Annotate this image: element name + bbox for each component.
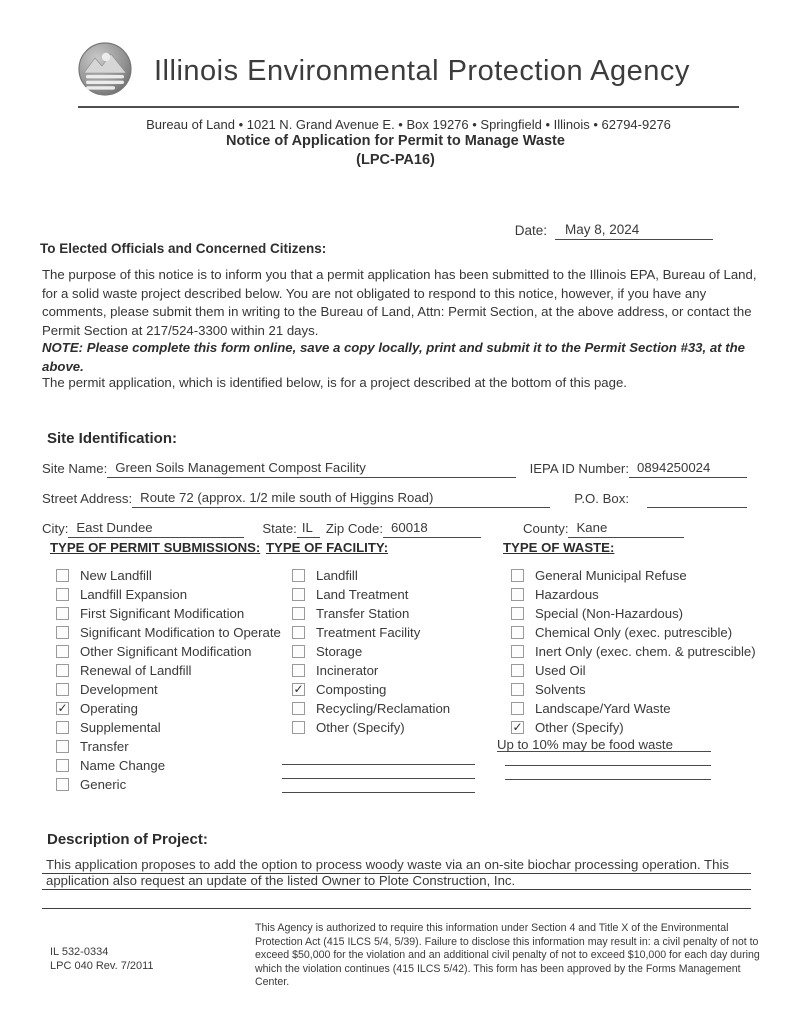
row-first-significant-modification [50, 604, 266, 623]
po-box-field[interactable] [647, 505, 747, 508]
row-name-change [50, 756, 266, 775]
waste-type-column [497, 540, 756, 794]
row-inert-only [503, 642, 756, 661]
date-label: Date: [514, 223, 547, 238]
city-field[interactable]: East Dundee [68, 520, 244, 538]
checkbox-label: Name Change [80, 758, 166, 773]
agency-name: Illinois Environmental Protection Agency [154, 55, 690, 87]
facility-specify-line[interactable] [282, 765, 475, 779]
date-row [515, 222, 713, 240]
checkbox-label: Treatment Facility [316, 625, 421, 640]
facility-specify-line[interactable] [282, 779, 475, 793]
description-field [42, 858, 751, 909]
waste-specify-line[interactable]: Up to 10% may be food waste [497, 738, 711, 752]
waste-type-title: TYPE OF WASTE: [503, 540, 615, 555]
checkbox-special-non-hazardous[interactable] [511, 607, 524, 620]
site-name-field[interactable]: Green Soils Management Compost Facility [107, 460, 515, 478]
state-field[interactable]: IL [297, 520, 320, 538]
checkbox-label: General Municipal Refuse [535, 568, 687, 583]
permit-submissions-column [50, 540, 281, 794]
row-new-landfill [50, 566, 266, 585]
site-identification-fields [42, 460, 747, 550]
checkbox-facility-landfill[interactable] [292, 569, 305, 582]
row-transfer [50, 737, 266, 756]
checkbox-label: Other Significant Modification [80, 644, 252, 659]
city-label: City: [42, 521, 69, 536]
description-line[interactable]: application also request an update of the listed Owner to Plote Construction, Inc. [42, 874, 751, 890]
checkbox-transfer-station[interactable] [292, 607, 305, 620]
header [78, 42, 739, 132]
site-name-label: Site Name: [42, 461, 108, 476]
checkbox-hazardous[interactable] [511, 588, 524, 601]
row-chemical-only [503, 623, 756, 642]
row-landscape-yard-waste [503, 699, 756, 718]
checkbox-renewal-of-landfill[interactable] [56, 664, 69, 677]
permit-submissions-title: TYPE OF PERMIT SUBMISSIONS: [50, 540, 261, 555]
form-number: IL 532-0334 [50, 946, 109, 958]
checkbox-label: Transfer Station [316, 606, 410, 621]
salutation: To Elected Officials and Concerned Citizens: [40, 241, 327, 256]
checkbox-supplemental[interactable] [56, 721, 69, 734]
checkbox-storage[interactable] [292, 645, 305, 658]
checkbox-chemical-only[interactable] [511, 626, 524, 639]
row-operating [50, 699, 266, 718]
row-transfer-station [266, 604, 503, 623]
street-address-label: Street Address: [42, 491, 133, 506]
row-facility-other-specify [266, 718, 503, 737]
iepa-seal-icon [78, 42, 132, 101]
checkbox-development[interactable] [56, 683, 69, 696]
checkbox-significant-modification-to-operate[interactable] [56, 626, 69, 639]
checkbox-treatment-facility[interactable] [292, 626, 305, 639]
checkbox-solvents[interactable] [511, 683, 524, 696]
checkbox-first-significant-modification[interactable] [56, 607, 69, 620]
checkbox-composting[interactable]: ✓ [293, 682, 304, 696]
row-generic [50, 775, 266, 794]
checkbox-general-municipal-refuse[interactable] [511, 569, 524, 582]
form-title [0, 132, 791, 170]
checkbox-label: Other (Specify) [535, 720, 624, 735]
checkbox-label: Inert Only (exec. chem. & putrescible) [535, 644, 756, 659]
iepa-id-label: IEPA ID Number: [529, 461, 629, 476]
checkbox-label: Special (Non-Hazardous) [535, 606, 684, 621]
row-solvents [503, 680, 756, 699]
street-address-field[interactable]: Route 72 (approx. 1/2 mile south of Higgins Road) [132, 490, 550, 508]
row-renewal-of-landfill [50, 661, 266, 680]
checkbox-label: Storage [316, 644, 363, 659]
checkbox-name-change[interactable] [56, 759, 69, 772]
checkbox-label: First Significant Modification [80, 606, 245, 621]
row-composting [266, 680, 503, 699]
checkbox-label: Hazardous [535, 587, 599, 602]
iepa-id-field[interactable]: 0894250024 [629, 460, 747, 478]
checkbox-facility-other-specify[interactable] [292, 721, 305, 734]
checkbox-label: Landfill [316, 568, 358, 583]
checkbox-label: Composting [316, 682, 387, 697]
footer [50, 922, 763, 990]
checkbox-used-oil[interactable] [511, 664, 524, 677]
zip-code-label: Zip Code: [325, 521, 384, 536]
facility-type-title: TYPE OF FACILITY: [266, 540, 389, 555]
facility-type-column [266, 540, 503, 794]
row-other-significant-modification [50, 642, 266, 661]
checkbox-label: Recycling/Reclamation [316, 701, 451, 716]
checkbox-new-landfill[interactable] [56, 569, 69, 582]
form-revision: LPC 040 Rev. 7/2011 [50, 960, 154, 972]
checkbox-incinerator[interactable] [292, 664, 305, 677]
checkbox-waste-other-specify[interactable]: ✓ [512, 720, 523, 734]
checkbox-operating[interactable]: ✓ [57, 701, 68, 715]
row-treatment-facility [266, 623, 503, 642]
row-landfill [266, 566, 503, 585]
checkbox-label: New Landfill [80, 568, 152, 583]
row-special-non-hazardous [503, 604, 756, 623]
checkbox-recycling-reclamation[interactable] [292, 702, 305, 715]
checkbox-label: Renewal of Landfill [80, 663, 192, 678]
state-label: State: [262, 521, 297, 536]
row-waste-other-specify [503, 718, 756, 737]
form-number-block [50, 922, 255, 990]
waste-specify-line[interactable] [505, 766, 711, 780]
checkbox-landfill-expansion[interactable] [56, 588, 69, 601]
checkbox-label: Chemical Only (exec. putrescible) [535, 625, 733, 640]
identified-paragraph: The permit application, which is identified below, is for a project described at the bottom of this page. [42, 375, 627, 390]
checkbox-label: Land Treatment [316, 587, 409, 602]
checkbox-transfer[interactable] [56, 740, 69, 753]
row-landfill-expansion [50, 585, 266, 604]
agency-address: Bureau of Land • 1021 N. Grand Avenue E. • Box 19276 • Springfield • Illinois • 62794-9276 [146, 117, 671, 132]
row-significant-modification-to-operate [50, 623, 281, 642]
checkbox-land-treatment[interactable] [292, 588, 305, 601]
row-general-municipal-refuse [503, 566, 756, 585]
checkbox-label: Solvents [535, 682, 586, 697]
county-label: County: [523, 521, 569, 536]
site-identification-title: Site Identification: [47, 430, 178, 447]
note-paragraph: NOTE: Please complete this form online, save a copy locally, print and submit it to the Permit Section #33, at the above. [42, 340, 746, 374]
row-incinerator [266, 661, 503, 680]
checkbox-label: Development [80, 682, 158, 697]
header-rule [78, 106, 739, 108]
description-line[interactable] [42, 890, 751, 909]
date-field[interactable]: May 8, 2024 [555, 222, 713, 240]
row-recycling-reclamation [266, 699, 503, 718]
checkbox-other-significant-modification[interactable] [56, 645, 69, 658]
checkbox-label: Landfill Expansion [80, 587, 188, 602]
row-hazardous [503, 585, 756, 604]
waste-specify-line[interactable] [505, 752, 711, 766]
purpose-paragraph: The purpose of this notice is to inform you that a permit application has been submitted to the Illinois EPA, Bureau of Land, for a solid waste project described below. You are not obligated to respond to this notice, however, if you have any comments, please submit them in writing to the Bureau of Land, Attn: Permit Section, at the above address, or contact the Permit Section at 217/524-3300 within 21 days. [42, 267, 757, 338]
checkbox-label: Generic [80, 777, 127, 792]
checkbox-label: Other (Specify) [316, 720, 405, 735]
checkbox-label: Operating [80, 701, 138, 716]
form-code: (LPC-PA16) [356, 152, 435, 168]
description-title: Description of Project: [47, 831, 208, 848]
row-land-treatment [266, 585, 503, 604]
checkbox-label: Used Oil [535, 663, 586, 678]
checkbox-generic[interactable] [56, 778, 69, 791]
description-line[interactable]: This application proposes to add the option to process woody waste via an on-site biochar processing operation. This [42, 858, 751, 874]
facility-specify-line[interactable] [282, 751, 475, 765]
checkbox-label: Incinerator [316, 663, 379, 678]
row-storage [266, 642, 503, 661]
row-supplemental [50, 718, 266, 737]
checkbox-label: Transfer [80, 739, 129, 754]
checkbox-inert-only[interactable] [511, 645, 524, 658]
po-box-label: P.O. Box: [574, 491, 629, 506]
checkbox-landscape-yard-waste[interactable] [511, 702, 524, 715]
checkbox-section [50, 540, 755, 794]
row-development [50, 680, 266, 699]
checkbox-label: Landscape/Yard Waste [535, 701, 671, 716]
zip-code-field[interactable]: 60018 [383, 520, 481, 538]
form-title-line: Notice of Application for Permit to Manage Waste [226, 133, 565, 149]
legal-text: This Agency is authorized to require this information under Section 4 and Title X of the Environmental Protection Act (415 ILCS 5/4, 5/39). Failure to disclose this information may result in: a civil penalty of not to exceed $50,000 for the violation and an additional civil penalty of not to exceed $10,000 for each day during which the violation continues (415 ILCS 5/42). This form has been approved by the Forms Management Center. [255, 922, 760, 989]
county-field[interactable]: Kane [568, 520, 684, 538]
row-used-oil [503, 661, 756, 680]
checkbox-label: Significant Modification to Operate [80, 625, 281, 640]
checkbox-label: Supplemental [80, 720, 161, 735]
